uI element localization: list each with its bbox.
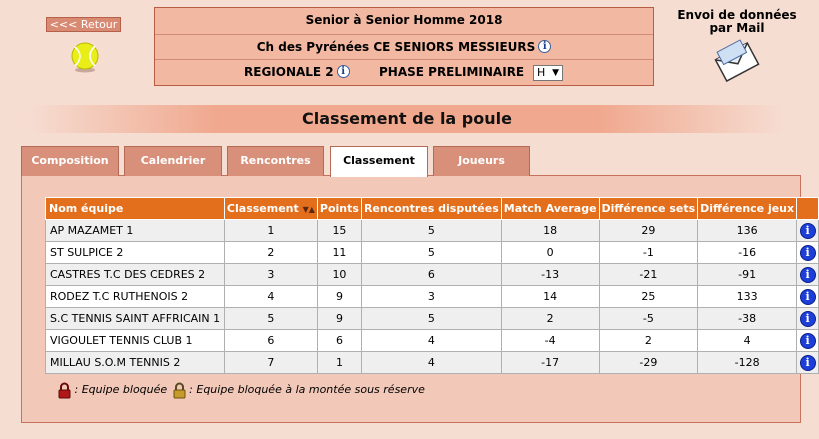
cell-played: 6 (361, 264, 501, 286)
tab-joueurs[interactable]: Joueurs (433, 146, 530, 176)
cell-team: MILLAU S.O.M TENNIS 2 (46, 352, 225, 374)
championship-name-text: Ch des Pyrénées CE SENIORS MESSIEURS (256, 40, 536, 54)
championship-name (155, 40, 653, 54)
info-icon[interactable]: i (800, 223, 816, 239)
cell-match-average: -17 (501, 352, 599, 374)
table-row (46, 330, 819, 352)
back-button[interactable]: <<< Retour (46, 17, 121, 32)
cell-played: 5 (361, 220, 501, 242)
table-row (46, 286, 819, 308)
cell-info (797, 264, 819, 286)
cell-sets-diff: -5 (599, 308, 698, 330)
cell-team: RODEZ T.C RUTHENOIS 2 (46, 286, 225, 308)
tab-rencontres[interactable]: Rencontres (227, 146, 324, 176)
cell-points: 6 (317, 330, 361, 352)
info-icon[interactable]: i (800, 289, 816, 305)
cell-played: 5 (361, 308, 501, 330)
phase-select[interactable] (533, 65, 563, 81)
phase-label: PHASE PRELIMINAIRE (379, 65, 525, 79)
cell-team: S.C TENNIS SAINT AFFRICAIN 1 (46, 308, 225, 330)
tab-classement[interactable]: Classement (330, 146, 428, 177)
page-title: Classement de la poule (28, 105, 786, 133)
tab-calendrier[interactable]: Calendrier (124, 146, 222, 176)
mail-envelope-icon[interactable] (714, 38, 760, 82)
cell-rank: 7 (224, 352, 317, 374)
col-rank-label: Classement (226, 202, 299, 215)
cell-rank: 4 (224, 286, 317, 308)
cell-info (797, 308, 819, 330)
cell-team: ST SULPICE 2 (46, 242, 225, 264)
cell-match-average: 2 (501, 308, 599, 330)
cell-games-diff: -91 (698, 264, 797, 286)
cell-match-average: -13 (501, 264, 599, 286)
cell-info (797, 242, 819, 264)
cell-rank: 5 (224, 308, 317, 330)
table-row (46, 264, 819, 286)
col-sets-diff: Différence sets (599, 198, 698, 220)
cell-sets-diff: -1 (599, 242, 698, 264)
ranking-table (45, 197, 819, 374)
cell-points: 10 (317, 264, 361, 286)
cell-match-average: 14 (501, 286, 599, 308)
cell-games-diff: -38 (698, 308, 797, 330)
cell-team: VIGOULET TENNIS CLUB 1 (46, 330, 225, 352)
cell-sets-diff: 29 (599, 220, 698, 242)
col-games-diff: Différence jeux (698, 198, 797, 220)
info-icon[interactable]: i (800, 245, 816, 261)
cell-rank: 3 (224, 264, 317, 286)
cell-points: 1 (317, 352, 361, 374)
cell-team: CASTRES T.C DES CEDRES 2 (46, 264, 225, 286)
cell-sets-diff: -21 (599, 264, 698, 286)
cell-rank: 2 (224, 242, 317, 264)
col-info (797, 198, 819, 220)
legend-blocked-reserve: : Equipe bloquée à la montée sous réserve (189, 383, 425, 396)
cell-sets-diff: 2 (599, 330, 698, 352)
col-points: Points (317, 198, 361, 220)
cell-played: 4 (361, 352, 501, 374)
cell-info (797, 220, 819, 242)
cell-played: 3 (361, 286, 501, 308)
competition-category: Senior à Senior Homme 2018 (305, 13, 503, 27)
cell-match-average: 18 (501, 220, 599, 242)
info-icon[interactable]: i (800, 355, 816, 371)
info-icon[interactable]: i (337, 65, 350, 78)
cell-points: 15 (317, 220, 361, 242)
col-rank[interactable] (224, 198, 317, 220)
phase-select-value: H (537, 66, 546, 79)
competition-header (154, 7, 654, 86)
cell-points: 11 (317, 242, 361, 264)
cell-sets-diff: 25 (599, 286, 698, 308)
cell-played: 4 (361, 330, 501, 352)
info-icon[interactable]: i (800, 311, 816, 327)
cell-rank: 6 (224, 330, 317, 352)
cell-info (797, 330, 819, 352)
col-played: Rencontres disputées (361, 198, 501, 220)
cell-games-diff: 136 (698, 220, 797, 242)
chevron-down-icon: ▼ (552, 68, 559, 78)
cell-info (797, 352, 819, 374)
tab-composition[interactable]: Composition (21, 146, 119, 176)
legend (58, 381, 425, 399)
cell-rank: 1 (224, 220, 317, 242)
table-row (46, 308, 819, 330)
cell-info (797, 286, 819, 308)
cell-match-average: 0 (501, 242, 599, 264)
cell-sets-diff: -29 (599, 352, 698, 374)
cell-points: 9 (317, 286, 361, 308)
table-row (46, 352, 819, 374)
cell-points: 9 (317, 308, 361, 330)
level-label (244, 65, 350, 79)
sort-arrows-icon[interactable]: ▼▲ (302, 205, 315, 214)
level-text: REGIONALE 2 (244, 65, 334, 79)
cell-team: AP MAZAMET 1 (46, 220, 225, 242)
cell-games-diff: 4 (698, 330, 797, 352)
info-icon[interactable]: i (538, 40, 551, 53)
info-icon[interactable]: i (800, 333, 816, 349)
cell-played: 5 (361, 242, 501, 264)
table-row (46, 220, 819, 242)
cell-games-diff: -16 (698, 242, 797, 264)
gold-lock-icon (173, 382, 186, 399)
info-icon[interactable]: i (800, 267, 816, 283)
legend-blocked: : Equipe bloquée (74, 383, 168, 396)
red-lock-icon (58, 382, 71, 399)
cell-games-diff: 133 (698, 286, 797, 308)
tennis-ball-icon (70, 41, 100, 73)
cell-match-average: -4 (501, 330, 599, 352)
table-header-row (46, 198, 819, 220)
col-match-average: Match Average (501, 198, 599, 220)
table-row (46, 242, 819, 264)
cell-games-diff: -128 (698, 352, 797, 374)
mail-label: Envoi de données par Mail (677, 8, 797, 35)
col-team: Nom équipe (46, 198, 225, 220)
